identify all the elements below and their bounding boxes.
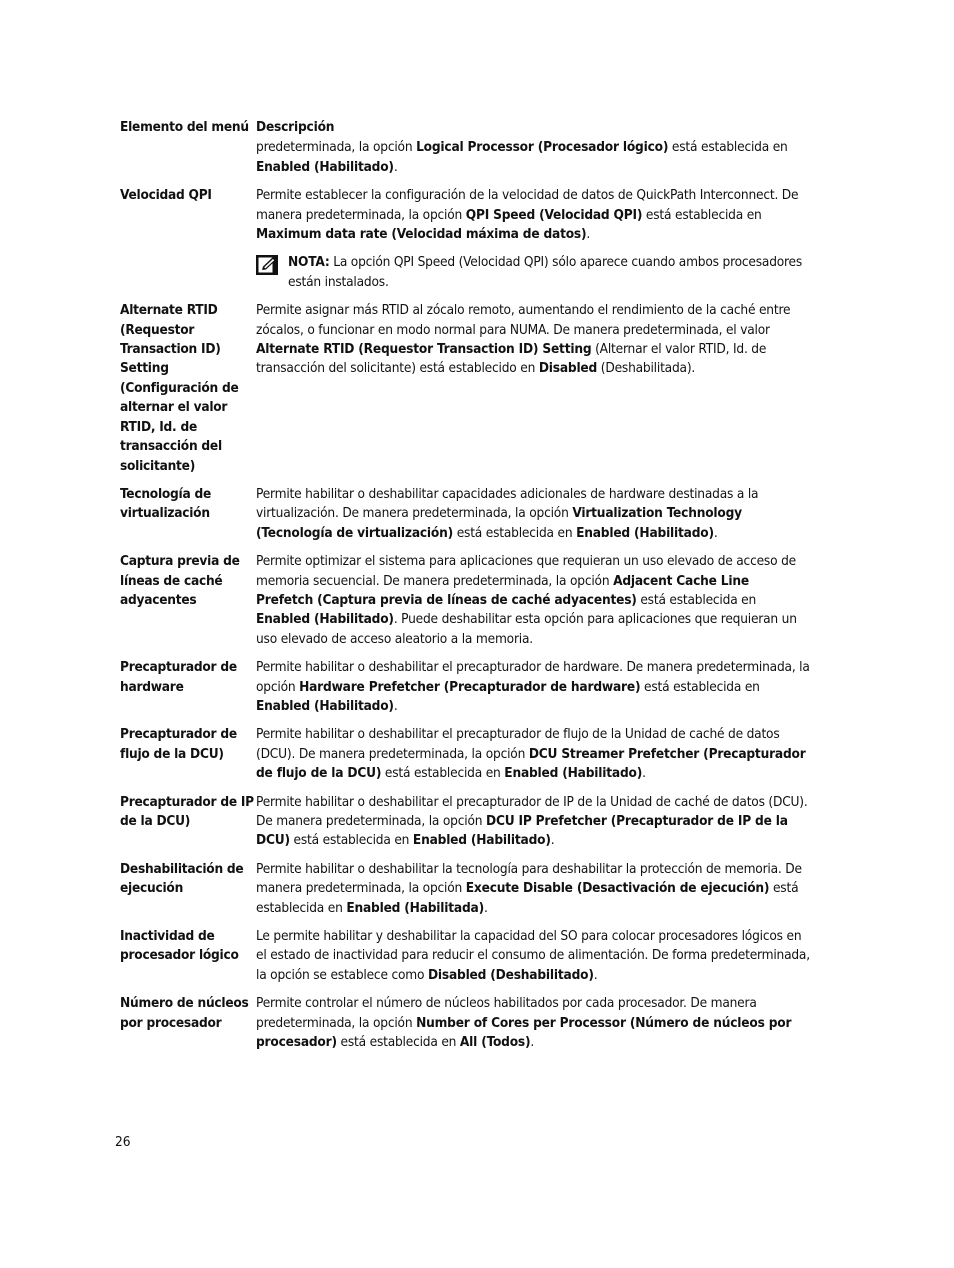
- note-body: La opción QPI Speed (Velocidad QPI) sólo aparece cuando ambos procesadores están instalados.: [288, 254, 803, 290]
- description-fragment: (Alternar el valor RTID, Id. de transacción del solicitante) está establecido en: [256, 341, 767, 377]
- menu-item-term: Inactividad de procesador lógico: [120, 928, 239, 964]
- menu-item-description: [256, 485, 810, 543]
- description-fragment: está establecida en: [289, 832, 413, 849]
- description-fragment: está establecida en: [336, 1034, 460, 1051]
- menu-item-description: [256, 793, 810, 851]
- description-fragment: está establecida en: [636, 591, 757, 608]
- description-fragment: está establecida en: [453, 524, 577, 541]
- description-fragment: está establecida en: [668, 139, 788, 156]
- menu-item-term: Velocidad QPI: [120, 187, 212, 204]
- menu-item-description: [256, 927, 810, 985]
- pencil-note-icon: [256, 253, 288, 292]
- menu-item-term: Número de núcleos por procesador: [120, 995, 249, 1031]
- option-name: Execute Disable (Desactivación de ejecución): [465, 880, 770, 897]
- table-row: [120, 301, 810, 476]
- option-name: Logical Processor (Procesador lógico): [416, 139, 669, 156]
- description-text: [256, 301, 810, 379]
- menu-item-term: Captura previa de líneas de caché adyacentes: [120, 553, 240, 608]
- table-row: [120, 552, 810, 649]
- menu-item-description: [256, 186, 810, 292]
- table-header: [120, 118, 810, 137]
- menu-item-description: [256, 138, 810, 177]
- page-number: 26: [115, 1134, 131, 1150]
- note-box: [256, 253, 810, 292]
- menu-item-term: Alternate RTID (Requestor Transaction ID) Setting (Configuración de alternar el valor RTID, Id. de transacción del solicitante): [120, 302, 239, 474]
- option-name: Number of Cores per Processor (Número de núcleos por procesador): [256, 1014, 792, 1051]
- option-name: Enabled (Habilitado): [576, 524, 714, 541]
- description-text: [256, 186, 810, 244]
- option-name: Virtualization Technology (Tecnología de virtualización): [256, 505, 742, 541]
- menu-item-description: [256, 994, 810, 1052]
- description-fragment: está establecida en: [256, 880, 799, 916]
- table-row: [120, 927, 810, 985]
- description-text: [256, 860, 810, 918]
- description-fragment: Permite asignar más RTID al zócalo remoto, aumentando el rendimiento de la caché entre zócalos, o funcionar en modo normal para NUMA. De manera predeterminada, el valor: [256, 302, 791, 338]
- option-name: Enabled (Habilitada): [346, 899, 484, 916]
- description-fragment: Permite habilitar o deshabilitar la tecnología para deshabilitar la protección de memoria. De manera predeterminada, la opción: [256, 860, 802, 897]
- description-fragment: .: [642, 765, 646, 782]
- description-fragment: .: [713, 524, 718, 541]
- menu-item-description: [256, 725, 810, 783]
- option-name: Enabled (Habilitado): [256, 158, 394, 175]
- option-name: Enabled (Habilitado): [504, 765, 643, 782]
- option-name: DCU IP Prefetcher (Precapturador de IP de la DCU): [256, 813, 788, 849]
- option-name: Alternate RTID (Requestor Transaction ID) Setting: [256, 341, 592, 358]
- description-fragment: . Puede deshabilitar esta opción para aplicaciones que requieran un uso elevado de acceso aleatorio a la memoria.: [256, 611, 797, 647]
- table-row: [120, 860, 810, 918]
- description-fragment: Permite habilitar o deshabilitar el precapturador de hardware. De manera predeterminada, la opción: [256, 659, 810, 695]
- table-row: [120, 793, 810, 851]
- option-name: DCU Streamer Prefetcher (Precapturador de flujo de la DCU): [256, 745, 806, 782]
- description-fragment: .: [393, 697, 398, 714]
- description-text: [256, 793, 810, 851]
- description-fragment: (Deshabilitada).: [597, 360, 696, 377]
- menu-item-description: [256, 658, 810, 716]
- option-name: Enabled (Habilitado): [412, 832, 551, 849]
- note-text: [288, 253, 810, 292]
- menu-item-description: [256, 552, 810, 649]
- header-description: Descripción: [256, 119, 335, 135]
- description-fragment: Le permite habilitar y deshabilitar la capacidad del SO para colocar procesadores lógicos en el estado de inactividad para reducir el consumo de alimentación. De forma predeterminada, la opción se establece como: [256, 928, 810, 983]
- description-text: [256, 927, 810, 985]
- menu-item-term: [120, 138, 256, 177]
- description-fragment: .: [393, 158, 398, 175]
- option-name: QPI Speed (Velocidad QPI): [465, 206, 643, 223]
- option-name: All (Todos): [459, 1034, 531, 1051]
- menu-options-table: [120, 118, 810, 1061]
- description-fragment: .: [530, 1034, 535, 1051]
- option-name: Hardware Prefetcher (Precapturador de hardware): [299, 678, 641, 695]
- description-text: [256, 994, 810, 1052]
- note-label: NOTA:: [288, 254, 330, 271]
- description-text: [256, 485, 810, 543]
- description-fragment: está establecida en: [642, 206, 762, 223]
- description-fragment: está establecida en: [381, 765, 505, 782]
- description-fragment: .: [586, 226, 591, 243]
- description-fragment: está establecida en: [640, 678, 760, 695]
- menu-item-description: [256, 860, 810, 918]
- menu-item-term: Tecnología de virtualización: [120, 485, 212, 522]
- description-fragment: .: [593, 966, 598, 983]
- menu-item-description: [256, 301, 810, 476]
- table-row: [120, 186, 810, 292]
- description-fragment: Permite controlar el número de núcleos habilitados por cada procesador. De manera predeterminada, la opción: [256, 995, 757, 1031]
- table-row: [120, 138, 810, 177]
- description-text: [256, 552, 810, 649]
- table-row: [120, 658, 810, 716]
- option-name: Adjacent Cache Line Prefetch (Captura previa de líneas de caché adyacentes): [256, 572, 749, 608]
- table-row: [120, 994, 810, 1052]
- menu-item-term: Deshabilitación de ejecución: [120, 860, 244, 897]
- description-fragment: predeterminada, la opción: [256, 139, 417, 156]
- description-fragment: Permite optimizar el sistema para aplicaciones que requieran un uso elevado de acceso de memoria secuencial. De manera predeterminada, la opción: [256, 553, 796, 589]
- description-fragment: Permite establecer la configuración de la velocidad de datos de QuickPath Interconnect. De manera predeterminada, la opción: [256, 187, 799, 223]
- description-text: [256, 138, 810, 177]
- header-menu-item: Elemento del menú: [120, 119, 249, 135]
- menu-item-term: Precapturador de hardware: [120, 659, 237, 695]
- option-name: Disabled (Deshabilitado): [427, 966, 594, 983]
- menu-item-term: Precapturador de IP de la DCU): [120, 793, 254, 829]
- table-row: [120, 485, 810, 543]
- description-fragment: Permite habilitar o deshabilitar el precapturador de flujo de la Unidad de caché de datos (DCU). De manera predeterminada, la opción: [256, 726, 780, 762]
- menu-item-term: Precapturador de flujo de la DCU): [120, 726, 237, 762]
- option-name: Maximum data rate (Velocidad máxima de datos): [256, 226, 587, 243]
- option-name: Enabled (Habilitado): [256, 611, 394, 628]
- table-body: [120, 138, 810, 1052]
- description-fragment: Permite habilitar o deshabilitar el precapturador de IP de la Unidad de caché de datos (DCU). De manera predeterminada, la opción: [256, 793, 808, 829]
- description-fragment: .: [483, 899, 488, 916]
- option-name: Disabled: [538, 360, 598, 377]
- option-name: Enabled (Habilitado): [256, 697, 394, 714]
- description-text: [256, 658, 810, 716]
- table-row: [120, 725, 810, 783]
- description-fragment: Permite habilitar o deshabilitar capacidades adicionales de hardware destinadas a la virtualización. De manera predeterminada, la opción: [256, 485, 759, 522]
- description-text: [256, 725, 810, 783]
- description-fragment: .: [550, 832, 555, 849]
